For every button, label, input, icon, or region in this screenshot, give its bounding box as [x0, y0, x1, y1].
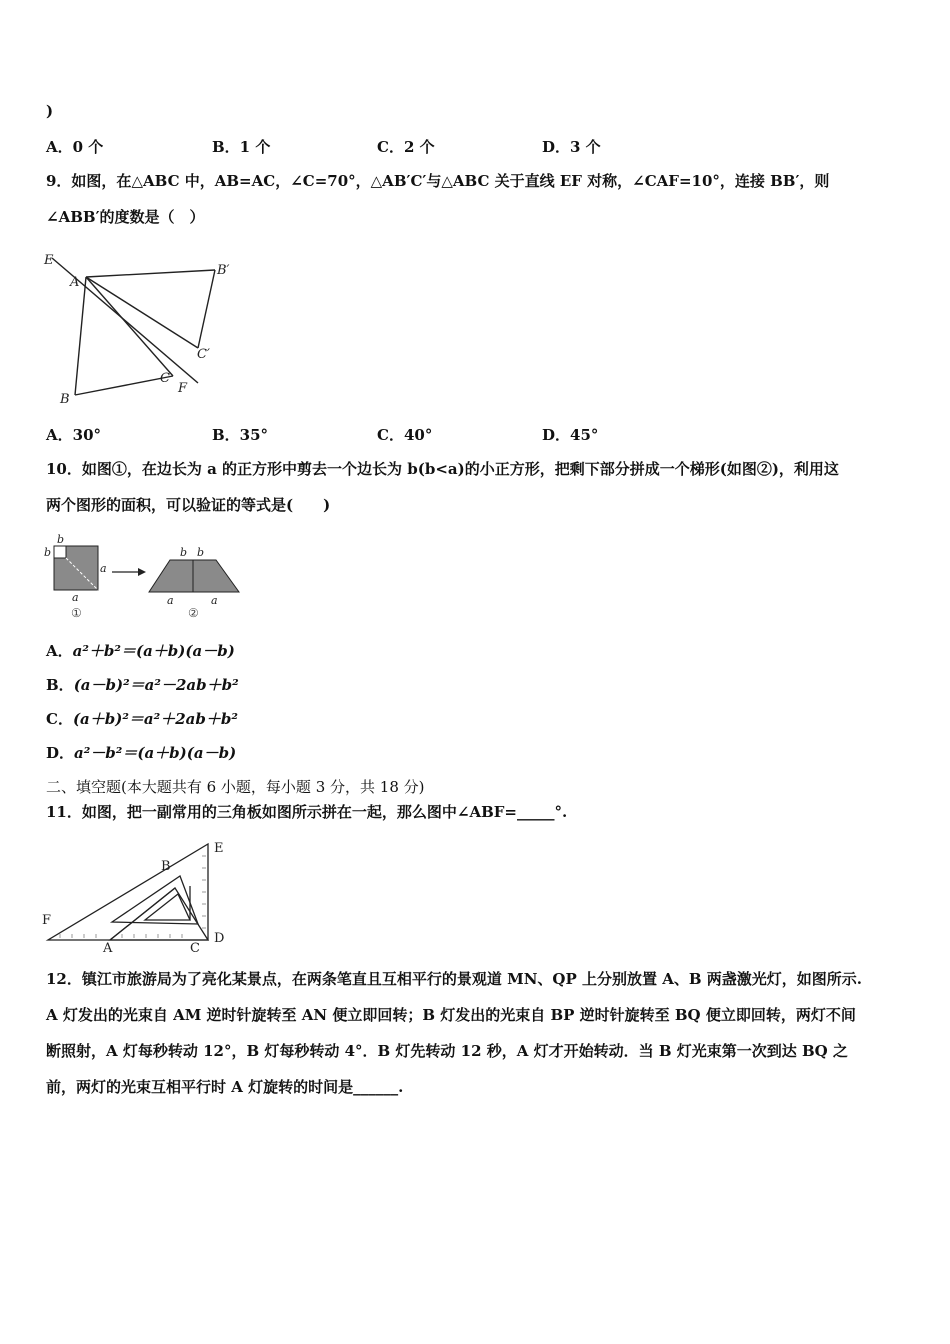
q10-option-a: A．a²＋b²＝(a＋b)(a－b): [46, 642, 235, 660]
q10-option-b: B．(a－b)²＝a²－2ab＋b²: [46, 676, 239, 694]
segment-b-prime-c-prime: [198, 270, 215, 348]
q12-stem-line4: 前，两灯的光束互相平行时 A 灯旋转的时间是______.: [46, 1078, 404, 1096]
segment-ab-prime: [86, 270, 215, 277]
q8-option-a: A．0 个: [46, 138, 104, 156]
label-e: E: [214, 841, 224, 856]
q12-stem-line1: 12．镇江市旅游局为了亮化某景点，在两条笔直且互相平行的景观道 MN、QP 上分别放置 A、B 两盏激光灯，如图所示.: [46, 970, 862, 988]
label-e: E: [44, 253, 54, 268]
q11-stem: 11．如图，把一副常用的三角板如图所示拼在一起，那么图中∠ABF=_____°.: [46, 803, 568, 821]
q12-stem-line3: 断照射，A 灯每秒转动 12°，B 灯每秒转动 4°．B 灯先转动 12 秒，A 灯才开始转动．当 B 灯光束第一次到达 BQ 之: [46, 1042, 848, 1060]
label-figure-1: ①: [71, 606, 82, 620]
label-b-trap-2: b: [197, 546, 205, 559]
arrow-head: [138, 568, 146, 576]
q9-option-b: B．35°: [212, 426, 269, 444]
q9-figure: [40, 240, 240, 410]
q10-stem-line2: 两个图形的面积，可以验证的等式是( ): [46, 496, 331, 514]
small-square-cut: [54, 546, 66, 558]
q9-option-a: A．30°: [46, 426, 102, 444]
label-c: C: [190, 941, 200, 956]
q11-figure: [40, 836, 240, 956]
q10-stem-line1: 10．如图①，在边长为 a 的正方形中剪去一个边长为 b(b<a)的小正方形，把剩下部分拼成一个梯形(如图②)，利用这: [46, 460, 839, 478]
q8-option-b: B．1 个: [212, 138, 271, 156]
q8-tail: ): [46, 102, 54, 120]
label-b-left: b: [44, 546, 52, 559]
segment-ac: [86, 277, 173, 376]
q8-option-c: C．2 个: [377, 138, 435, 156]
label-b: B: [60, 392, 70, 407]
q10-figure: [40, 534, 250, 624]
q10-option-c: C．(a＋b)²＝a²＋2ab＋b²: [46, 710, 238, 728]
segment-ac-prime: [86, 277, 198, 348]
label-a-trap-1: a: [167, 594, 174, 607]
label-b: B: [161, 859, 171, 874]
q9-option-d: D．45°: [542, 426, 599, 444]
segment-ab: [75, 277, 86, 395]
label-a: A: [103, 941, 113, 956]
label-a: A: [70, 275, 80, 290]
q9-stem-line2: ∠ABB′的度数是（ ）: [46, 208, 205, 226]
label-f: F: [178, 381, 188, 396]
label-a-bottom: a: [72, 591, 79, 604]
label-b-prime: B′: [217, 263, 230, 278]
label-a-right: a: [100, 562, 107, 575]
trapezoid: [149, 560, 239, 592]
label-b-top: b: [57, 534, 65, 546]
q12-stem-line2: A 灯发出的光束自 AM 逆时针旋转至 AN 便立即回转；B 灯发出的光束自 BP 逆时针旋转至 BQ 便立即回转，两灯不间: [46, 1006, 856, 1024]
label-b-trap-1: b: [180, 546, 188, 559]
q10-option-d: D．a²－b²＝(a＋b)(a－b): [46, 744, 237, 762]
segment-bc: [75, 376, 173, 395]
section-2-heading: 二、填空题(本大题共有 6 小题，每小题 3 分，共 18 分): [46, 778, 425, 796]
label-a-trap-2: a: [211, 594, 218, 607]
label-figure-2: ②: [188, 606, 199, 620]
inner-triangle-1: [112, 876, 198, 924]
q8-option-d: D．3 个: [542, 138, 601, 156]
label-f: F: [42, 913, 52, 928]
q9-option-c: C．40°: [377, 426, 433, 444]
segment-ab: [110, 888, 175, 940]
label-d: D: [214, 931, 225, 946]
q9-stem-line1: 9．如图，在△ABC 中，AB=AC，∠C=70°，△AB′C′与△ABC 关于直线 EF 对称，∠CAF=10°，连接 BB′，则: [46, 172, 830, 190]
label-c-prime: C′: [197, 347, 210, 362]
label-c: C: [160, 371, 170, 386]
